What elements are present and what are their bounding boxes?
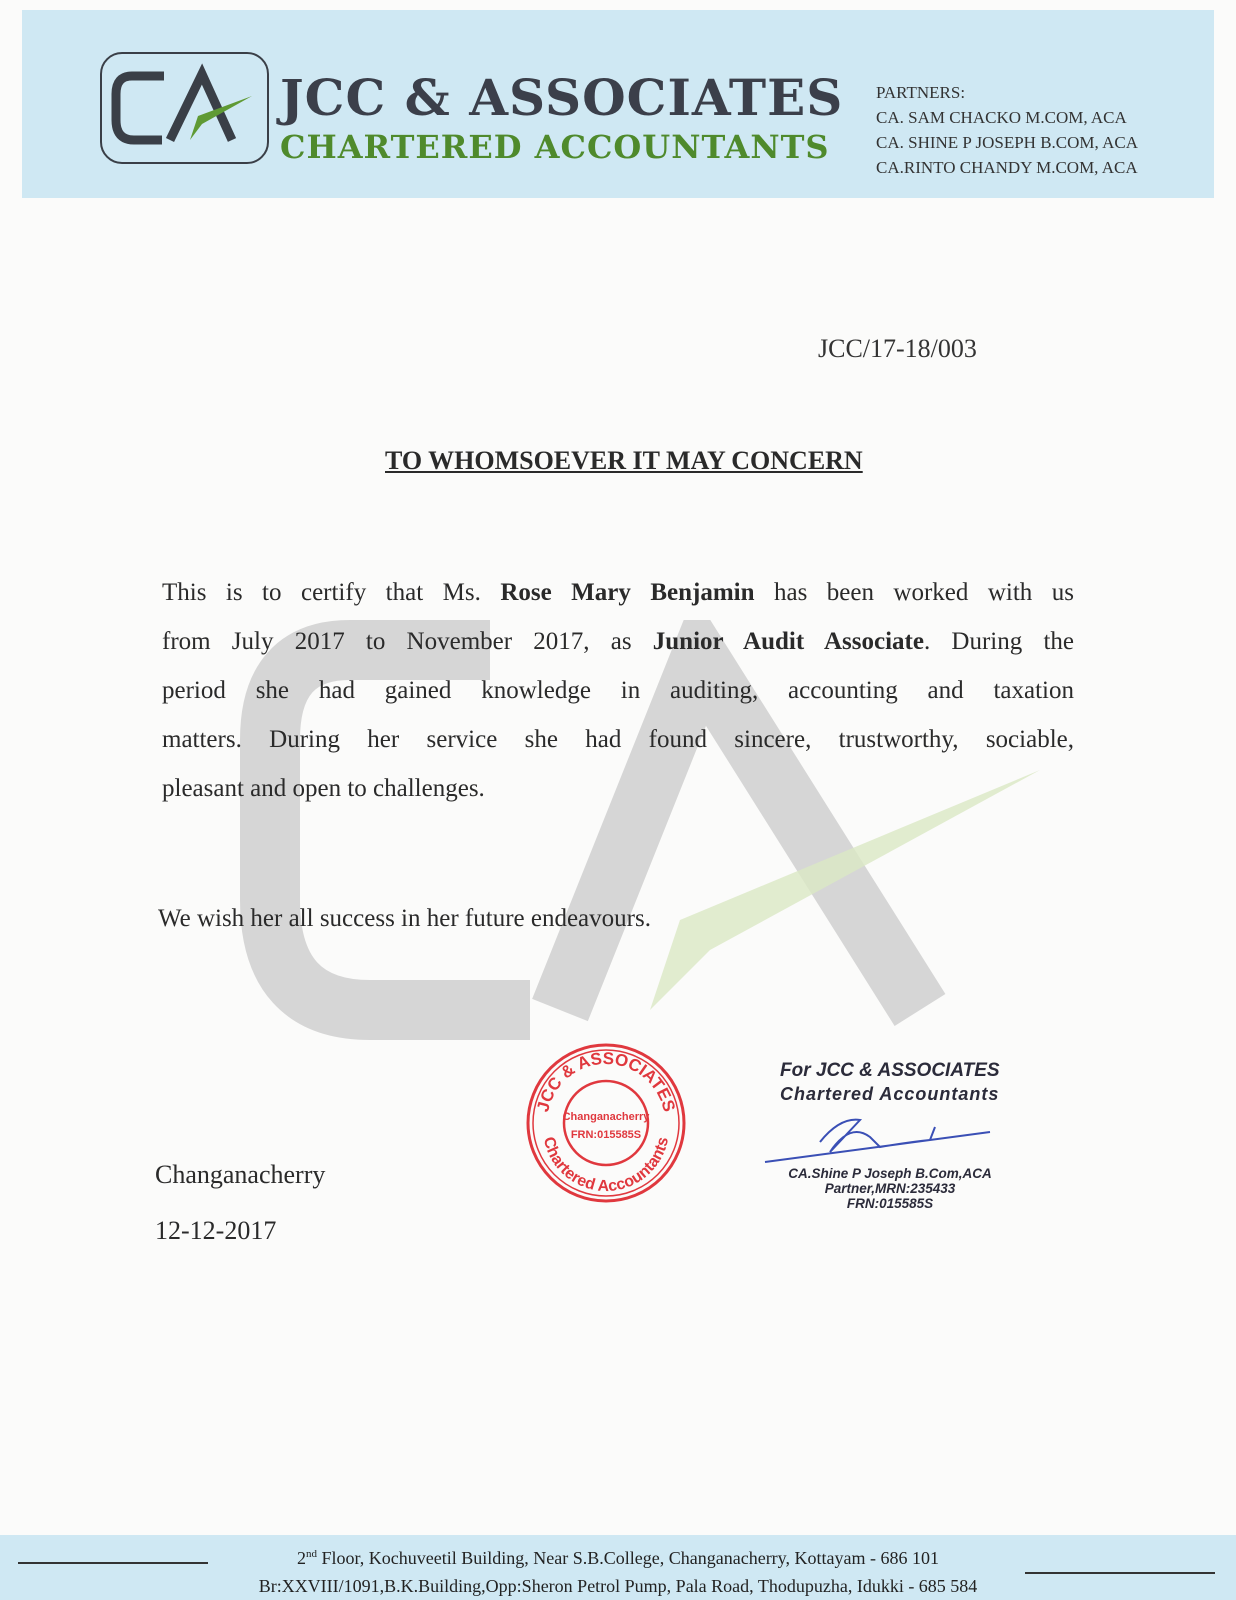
closing-wish: We wish her all success in her future endeavours.: [158, 905, 651, 932]
firm-subtitle: CHARTERED ACCOUNTANTS: [280, 128, 830, 166]
highlighted-text: Rose Mary Benjamin: [500, 579, 755, 606]
body-text: matters. During her service she had found sincere, trustworthy, sociable,: [162, 726, 1074, 753]
ca-logo-icon: [102, 54, 267, 162]
footer-address-2: Br:XXVIII/1091,B.K.Building,Opp:Sheron Petrol Pump, Pala Road, Thodupuzha, Idukki - 685 584: [258, 1576, 978, 1596]
body-line: [162, 715, 1074, 764]
floor-suffix: nd: [306, 1548, 317, 1560]
company-seal: [525, 1042, 687, 1204]
certificate-body: [162, 568, 1074, 813]
signatory-name: CA.Shine P Joseph B.Com,ACA: [788, 1166, 992, 1181]
partner: CA. SHINE P JOSEPH B.COM, ACA: [876, 133, 1138, 152]
address-text: Floor, Kochuveetil Building, Near S.B.College, Changanacherry, Kottayam - 686 101: [317, 1548, 939, 1568]
floor-number: 2: [297, 1548, 306, 1568]
signature-chartered: Chartered Accountants: [780, 1084, 1000, 1104]
body-text: period she had gained knowledge in auditing, accounting and taxation: [162, 677, 1074, 704]
place: Changanacherry: [155, 1160, 326, 1189]
signature-for-line: For JCC & ASSOCIATES: [780, 1060, 1000, 1081]
partners-heading: PARTNERS:: [876, 83, 966, 102]
date: 12-12-2017: [155, 1216, 277, 1245]
seal-bottom-text: Chartered Accountants: [539, 1135, 673, 1196]
partners-list: [876, 80, 1138, 180]
signatory-frn: FRN:015585S: [846, 1196, 934, 1211]
body-line: [162, 617, 1074, 666]
seal-inner-city: Changanacherry: [562, 1111, 650, 1123]
body-text: . During the: [923, 628, 1074, 655]
body-line: [162, 764, 1074, 813]
ca-logo: [100, 52, 269, 164]
firm-name: JCC & ASSOCIATES: [280, 68, 844, 127]
body-text: pleasant and open to challenges.: [162, 775, 485, 802]
seal-inner-frn: FRN:015585S: [570, 1129, 642, 1141]
body-text: from July 2017 to November 2017, as: [162, 628, 653, 655]
footer-rule-right: [1025, 1572, 1215, 1574]
signatory: [775, 1166, 1005, 1211]
seal-top-text: JCC & ASSOCIATES: [533, 1048, 679, 1114]
reference-number: JCC/17-18/003: [818, 334, 977, 363]
letter-title: TO WHOMSOEVER IT MAY CONCERN: [385, 446, 863, 475]
signature-block: [780, 1060, 1000, 1105]
body-text: This is to certify that Ms.: [162, 579, 501, 606]
footer-address-1: [0, 1548, 1236, 1569]
body-line: [162, 666, 1074, 715]
handwritten-signature: [760, 1112, 1000, 1172]
highlighted-text: Junior Audit Associate: [652, 628, 924, 655]
body-text: has been worked with us: [754, 579, 1075, 606]
signatory-role: Partner,MRN:235433: [824, 1181, 956, 1196]
body-line: [162, 568, 1074, 617]
partner: CA.RINTO CHANDY M.COM, ACA: [876, 158, 1138, 177]
partner: CA. SAM CHACKO M.COM, ACA: [876, 108, 1127, 127]
